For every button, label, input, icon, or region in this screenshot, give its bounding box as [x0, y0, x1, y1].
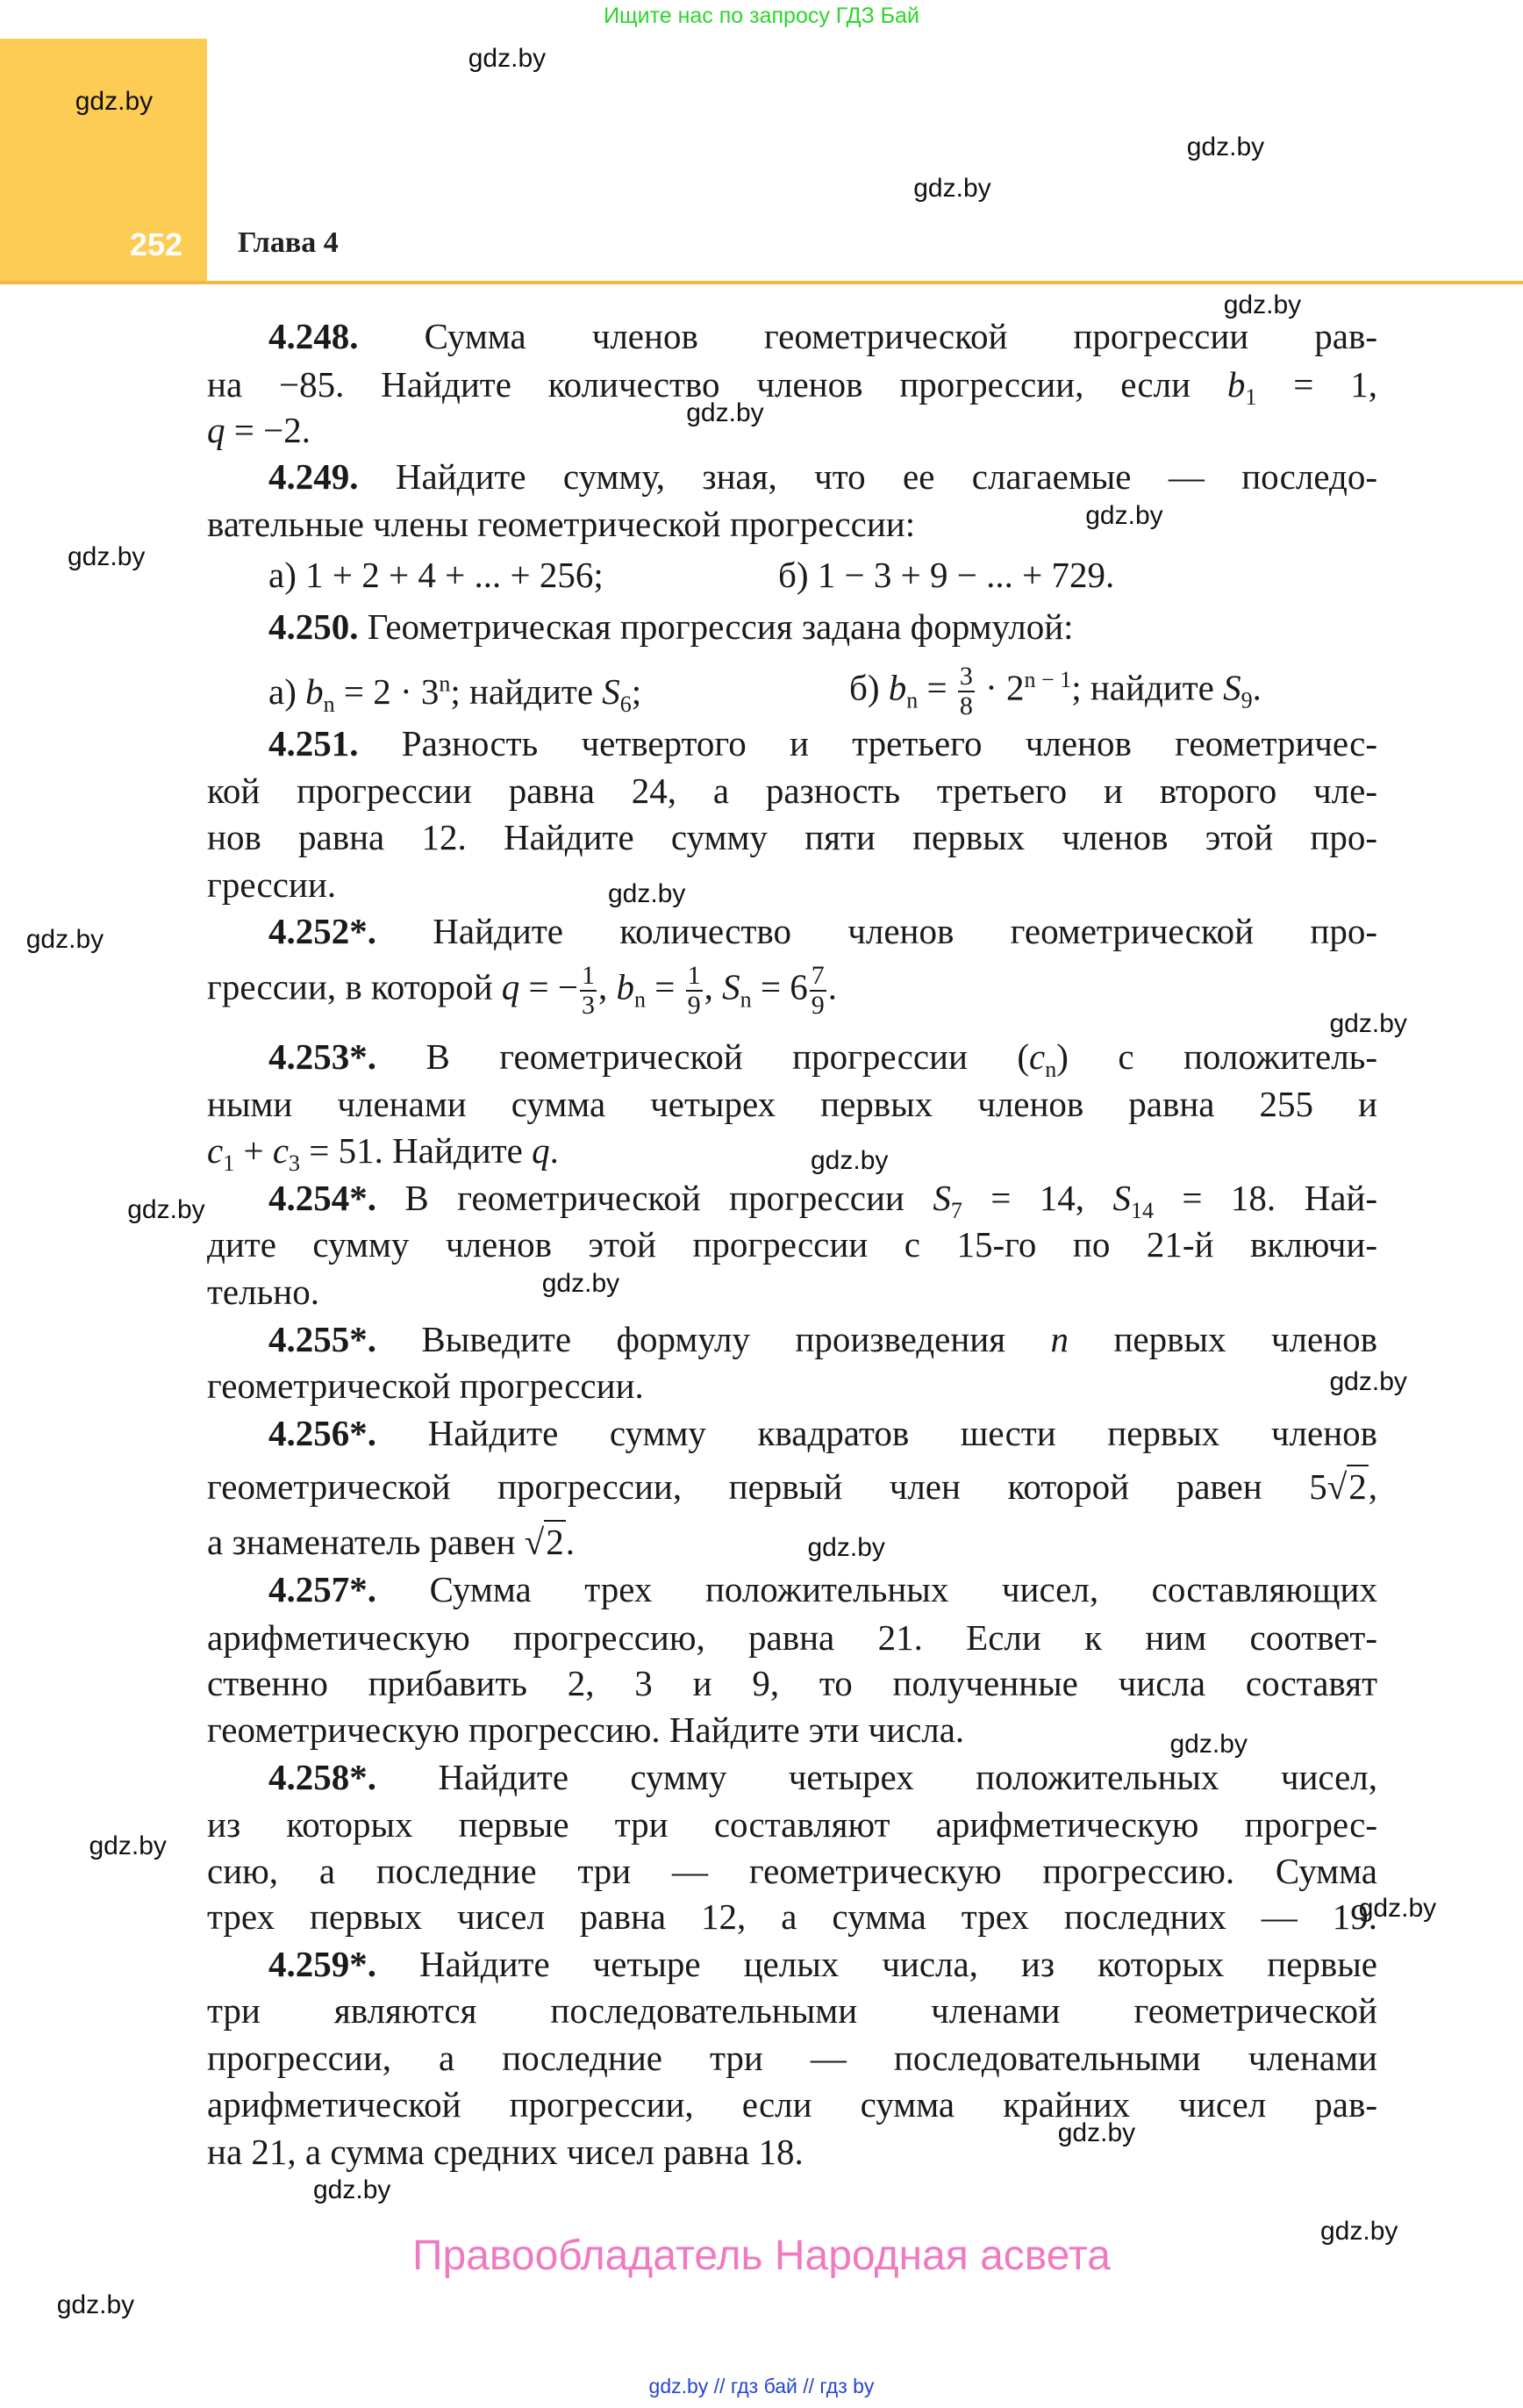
text-segment: , — [704, 966, 723, 1007]
text-segment: Найдите количество членов геометрической про- — [376, 910, 1377, 951]
watermark-gdz: gdz.by — [1358, 1894, 1437, 1924]
text-segment: Выведите формулу произведения — [376, 1319, 1051, 1359]
text-segment: = − — [519, 966, 579, 1007]
math-variable: c — [207, 1129, 224, 1171]
page-number: 252 — [130, 226, 183, 262]
fraction — [686, 962, 703, 1020]
problem-number: 4.253*. — [268, 1036, 376, 1077]
subscript: n — [740, 986, 752, 1013]
text-segment: б) 1 − 3 + 9 − ... + 729. — [778, 554, 1115, 595]
text-segment: = — [918, 666, 956, 707]
search-hint-banner: Ищите нас по запросу ГДЗ Бай — [604, 4, 919, 28]
text-line — [268, 1941, 1377, 1987]
chapter-title: Глава 4 — [238, 226, 339, 259]
problem-number: 4.251. — [268, 723, 359, 763]
square-root — [525, 1520, 566, 1562]
text-line — [207, 1464, 1377, 1509]
copyright-footer: Правообладатель Народная асвета — [412, 2232, 1111, 2279]
watermark-gdz: gdz.by — [1057, 2118, 1136, 2147]
text-segment: а) — [268, 670, 306, 712]
text-segment: = — [646, 966, 684, 1007]
text-segment: грессии, в которой — [207, 966, 502, 1007]
text-segment: сию, а последние три — геометрическую прогрессию. Сумма — [207, 1850, 1377, 1891]
text-line — [207, 2129, 804, 2175]
text-segment: ными членами сумма четырех первых членов равна 255 и — [207, 1084, 1377, 1125]
numerator: 1 — [582, 960, 596, 990]
math-variable: n — [1050, 1319, 1069, 1359]
text-line — [268, 552, 604, 598]
subscript: 1 — [1245, 383, 1257, 410]
text-segment: кой прогрессии равна 24, а разность третьего и второго чле- — [207, 770, 1377, 812]
watermark-gdz: gdz.by — [1085, 501, 1163, 530]
text-segment: ; — [631, 670, 642, 712]
text-segment: трех первых чисел равна 12, а сумма трех последних — 19. — [207, 1896, 1377, 1937]
text-line — [207, 862, 336, 907]
text-line — [207, 1081, 1377, 1127]
problem-number: 4.250. — [268, 606, 359, 647]
problem-number: 4.254*. — [268, 1178, 376, 1218]
text-line — [268, 720, 1377, 766]
text-segment: . — [549, 1129, 559, 1171]
text-segment: = 2 · 3 — [334, 670, 440, 712]
math-variable: c — [1029, 1036, 1046, 1077]
problem-number: 4.256*. — [268, 1412, 376, 1453]
watermark-gdz: gdz.by — [68, 542, 146, 572]
denominator: 3 — [582, 990, 596, 1020]
text-segment: геометрическую прогрессию. Найдите эти числа. — [207, 1709, 965, 1750]
text-segment: тельно. — [207, 1271, 319, 1312]
text-segment: а) 1 + 2 + 4 + ... + 256; — [268, 554, 604, 595]
text-segment: Найдите четыре целых числа, из которых первые — [376, 1944, 1377, 1985]
text-line — [207, 1363, 644, 1408]
text-segment: вательные члены геометрической прогрессии: — [207, 503, 916, 544]
text-segment: геометрической прогрессии, первый член которой равен 5 — [207, 1466, 1327, 1507]
denominator: 9 — [687, 990, 701, 1020]
subscript: n — [1045, 1057, 1057, 1083]
text-line — [207, 2035, 1377, 2081]
text-line — [207, 1269, 319, 1315]
text-segment: грессии. — [207, 864, 337, 905]
watermark-gdz: gdz.by — [468, 43, 547, 73]
math-variable: q — [501, 966, 520, 1007]
math-variable: S — [1112, 1178, 1131, 1218]
text-segment: · 2 — [976, 666, 1025, 707]
text-segment: . — [1252, 666, 1262, 707]
problem-number: 4.252*. — [268, 910, 376, 951]
text-line — [207, 2082, 1377, 2127]
problem-number: 4.248. — [268, 316, 359, 357]
watermark-gdz: gdz.by — [75, 86, 154, 116]
problem-number: 4.257*. — [268, 1569, 376, 1610]
text-line — [207, 407, 311, 453]
text-segment: прогрессии, а последние три — последовательными членами — [207, 2038, 1377, 2078]
watermark-gdz: gdz.by — [25, 925, 104, 954]
text-line — [207, 362, 1377, 410]
text-line — [207, 814, 1377, 860]
text-line — [268, 1034, 1378, 1083]
text-segment: ) с положитель- — [1056, 1036, 1378, 1077]
text-line — [207, 1848, 1377, 1894]
watermark-gdz: gdz.by — [1186, 133, 1265, 161]
text-line — [268, 1175, 1377, 1224]
text-segment: первых членов — [1069, 1319, 1377, 1359]
text-segment: = 6 — [751, 966, 808, 1007]
square-root — [1327, 1465, 1369, 1507]
text-segment: = −2. — [225, 410, 311, 450]
subscript: n — [906, 687, 919, 713]
text-line — [207, 962, 837, 1020]
text-segment: ственно прибавить 2, 3 и 9, то полученные числа составят — [207, 1663, 1377, 1703]
text-segment: Геометрическая прогрессия задана формулой: — [358, 606, 1074, 647]
text-line — [207, 1222, 1377, 1267]
text-segment: б) — [849, 666, 889, 707]
watermark-gdz: gdz.by — [608, 878, 686, 908]
watermark-gdz: gdz.by — [89, 1831, 167, 1860]
watermark-gdz: gdz.by — [811, 1146, 889, 1175]
watermark-gdz: gdz.by — [913, 174, 991, 204]
text-segment: геометрической прогрессии. — [207, 1365, 644, 1406]
math-variable: q — [532, 1129, 550, 1171]
math-variable: b — [616, 966, 635, 1007]
text-segment: ; найдите — [450, 670, 603, 712]
math-variable: c — [272, 1129, 290, 1171]
text-segment: Сумма членов геометрической прогрессии рав- — [358, 316, 1377, 357]
denominator: 9 — [811, 990, 825, 1020]
text-line — [268, 604, 1074, 649]
text-segment: Найдите сумму квадратов шести первых членов — [376, 1412, 1377, 1453]
text-line — [207, 1660, 1377, 1706]
text-line — [268, 908, 1377, 954]
math-variable: S — [1223, 666, 1241, 707]
math-variable: S — [722, 966, 740, 1007]
subscript: 6 — [619, 691, 632, 717]
radicand: 2 — [546, 1522, 564, 1562]
text-line — [268, 454, 1377, 499]
numerator: 3 — [959, 661, 973, 691]
radicand: 2 — [1348, 1466, 1367, 1507]
denominator: 8 — [959, 691, 973, 720]
subscript: 3 — [289, 1150, 301, 1176]
watermark-gdz: gdz.by — [1223, 290, 1302, 320]
fraction — [810, 962, 826, 1020]
text-segment: арифметическую прогрессию, равна 21. Если к ним соответ- — [207, 1616, 1377, 1658]
subscript: 14 — [1130, 1198, 1154, 1224]
math-variable: b — [888, 666, 907, 707]
numerator: 7 — [811, 960, 825, 990]
math-variable: b — [1226, 363, 1246, 405]
watermark-gdz: gdz.by — [1169, 1730, 1248, 1759]
text-segment: дите сумму членов этой прогрессии с 15-го по 21-й включи- — [207, 1223, 1377, 1265]
text-segment: = 51. Найдите — [300, 1129, 533, 1171]
text-segment: на 21, а сумма средних чисел равна 18. — [207, 2131, 804, 2172]
text-segment: + — [234, 1129, 273, 1171]
text-line — [207, 1519, 575, 1565]
header-rule — [0, 281, 1523, 284]
text-segment: В геометрической прогрессии — [376, 1178, 933, 1218]
text-line — [207, 501, 915, 547]
watermark-gdz: gdz.by — [686, 398, 764, 427]
math-variable: S — [602, 670, 620, 712]
text-segment: а знаменатель равен — [207, 1522, 525, 1562]
problem-number: 4.255*. — [268, 1319, 376, 1359]
radical-sign: √ — [1326, 1466, 1348, 1507]
fraction — [580, 962, 597, 1020]
watermark-gdz: gdz.by — [1320, 2216, 1398, 2246]
text-segment: из которых первые три составляют арифметическую прогрес- — [207, 1804, 1377, 1845]
text-segment: , — [1368, 1466, 1377, 1507]
problem-number: 4.249. — [268, 455, 359, 497]
subscript: n — [634, 986, 647, 1013]
text-line — [207, 768, 1377, 813]
text-line — [268, 1754, 1377, 1800]
watermark-gdz: gdz.by — [807, 1533, 885, 1562]
exponent: n — [439, 670, 451, 696]
text-line — [268, 669, 642, 717]
text-line — [207, 1802, 1377, 1847]
text-segment: = 18. Най- — [1153, 1178, 1377, 1218]
subscript: 1 — [223, 1150, 235, 1176]
text-segment: на −85. Найдите количество членов прогрессии, если — [207, 363, 1227, 405]
text-line — [268, 1566, 1377, 1612]
text-segment: арифметической прогрессии, если сумма крайних чисел рав- — [207, 2083, 1377, 2125]
text-segment: = 14, — [962, 1178, 1113, 1218]
text-line — [268, 1316, 1377, 1362]
text-segment: Найдите сумму, зная, что ее слагаемые — последо- — [358, 455, 1377, 497]
math-variable: S — [933, 1178, 951, 1218]
text-segment: . — [827, 966, 838, 1007]
text-line — [207, 1707, 964, 1752]
radical-sign: √ — [524, 1522, 545, 1562]
text-segment: Разность четвертого и третьего членов геометричес- — [358, 723, 1377, 763]
fraction — [958, 663, 975, 720]
text-line — [207, 1988, 1377, 2033]
problem-number: 4.259*. — [268, 1944, 376, 1985]
numerator: 1 — [687, 960, 701, 990]
watermark-gdz: gdz.by — [313, 2175, 391, 2204]
text-segment: Сумма трех положительных чисел, составляющих — [376, 1569, 1377, 1610]
watermark-gdz: gdz.by — [1329, 1009, 1407, 1039]
text-line — [849, 663, 1262, 720]
text-segment: три являются последовательными членами геометрической — [207, 1989, 1377, 2031]
watermark-gdz: gdz.by — [541, 1269, 620, 1298]
text-line — [207, 1894, 1377, 1939]
bottom-links[interactable]: gdz.by // гдз бай // гдз by — [648, 2375, 875, 2397]
text-segment: В геометрической прогрессии ( — [376, 1036, 1030, 1077]
math-variable: b — [305, 670, 324, 712]
subscript: 9 — [1241, 687, 1253, 713]
text-segment: нов равна 12. Найдите сумму пяти первых членов этой про- — [207, 816, 1377, 857]
text-segment: . — [565, 1522, 575, 1562]
math-variable: q — [207, 410, 225, 450]
text-line — [268, 313, 1377, 359]
text-line — [207, 1615, 1377, 1660]
text-line — [778, 552, 1114, 598]
watermark-gdz: gdz.by — [127, 1195, 205, 1224]
problem-number: 4.258*. — [268, 1756, 376, 1797]
watermark-gdz: gdz.by — [56, 2290, 135, 2319]
watermark-gdz: gdz.by — [1329, 1367, 1407, 1396]
text-segment: , — [598, 966, 617, 1007]
subscript: 7 — [950, 1198, 962, 1224]
text-segment: ; найдите — [1071, 666, 1224, 707]
text-line — [207, 1128, 559, 1176]
text-line — [268, 1410, 1377, 1456]
exponent: n − 1 — [1024, 666, 1072, 692]
text-segment: = 1, — [1256, 363, 1377, 405]
text-segment: Найдите сумму четырех положительных чисел, — [376, 1756, 1377, 1797]
subscript: n — [323, 691, 335, 717]
